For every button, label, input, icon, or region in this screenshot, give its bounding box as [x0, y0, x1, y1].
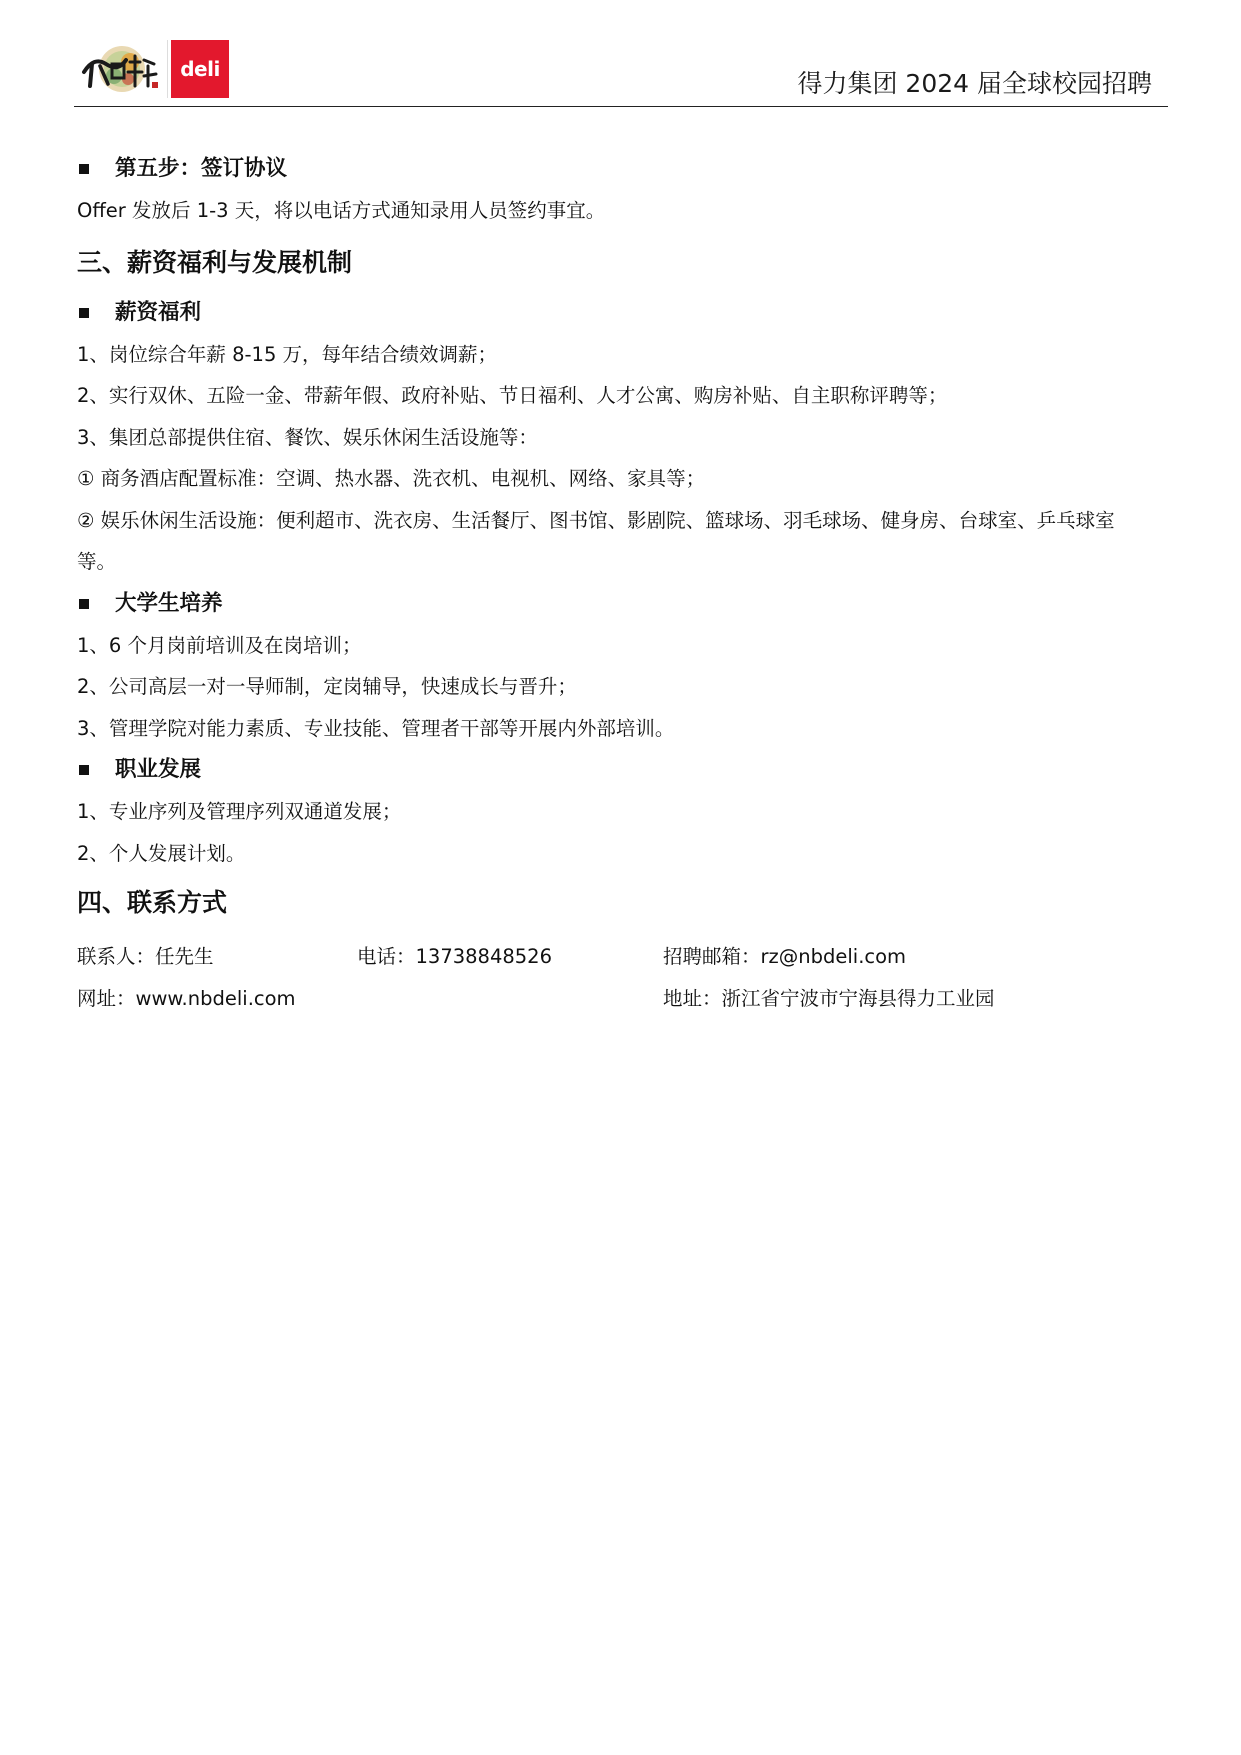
training-item-2: 2、公司高层一对一导师制，定岗辅导，快速成长与晋升；: [77, 675, 577, 698]
step5-heading: [77, 148, 1167, 190]
deli-logo: [168, 40, 229, 98]
bullet-square-icon: [79, 164, 89, 174]
career-heading-text: 职业发展: [115, 757, 202, 782]
contact-email: 招聘邮箱：rz@nbdeli.com: [663, 945, 907, 968]
contact-row-2: [77, 978, 1167, 1020]
contact-website: 网址：www.nbdeli.com: [77, 987, 296, 1010]
salary-item-5: ② 娱乐休闲生活设施：便利超市、洗衣房、生活餐厅、图书馆、影剧院、篮球场、羽毛球场、健身房、台球室、乒乓球室等。: [77, 508, 1115, 573]
salary-item-3: 3、集团总部提供住宿、餐饮、娱乐休闲生活设施等：: [77, 425, 538, 449]
bullet-square-icon: [79, 308, 89, 318]
contact-address: 地址：浙江省宁波市宁海县得力工业园: [663, 987, 995, 1010]
career-item-2: 2、个人发展计划。: [77, 841, 246, 865]
deli-logo-text: deli: [180, 57, 220, 81]
header-title: 得力集团 2024 届全球校园招聘: [797, 69, 1152, 98]
bullet-square-icon: [79, 765, 89, 775]
section4-title: 四、联系方式: [77, 888, 228, 917]
training-heading: [77, 583, 1167, 625]
bullet-square-icon: [79, 599, 89, 609]
salary-item-1: 1、岗位综合年薪 8-15 万，每年结合绩效调薪；: [77, 342, 498, 366]
page-header: [74, 38, 1168, 107]
training-item-1: 1、6 个月岗前培训及在岗培训；: [77, 633, 362, 657]
section3-title: 三、薪资福利与发展机制: [77, 247, 353, 277]
career-item-1: 1、专业序列及管理序列双通道发展；: [77, 800, 402, 823]
salary-item-2: 2、实行双休、五险一金、带薪年假、政府补贴、节日福利、人才公寓、购房补贴、自主职称评聘等；: [77, 384, 948, 407]
salary-item-4: ① 商务酒店配置标准：空调、热水器、洗衣机、电视机、网络、家具等；: [77, 467, 706, 490]
contact-phone: 电话：13738848526: [357, 945, 552, 968]
training-heading-text: 大学生培养: [115, 590, 223, 616]
contact-row-1: [77, 936, 1167, 978]
step5-text: Offer 发放后 1-3 天，将以电话方式通知录用人员签约事宜。: [77, 199, 606, 222]
salary-heading-text: 薪资福利: [115, 299, 202, 325]
document-body: [77, 148, 1167, 1020]
step5-heading-text: 第五步：签订协议: [115, 156, 288, 181]
salary-heading: [77, 292, 1167, 334]
guopin-brand-logo: [78, 42, 160, 100]
career-heading: [77, 749, 1167, 791]
contact-person: 联系人：任先生: [77, 945, 214, 968]
training-item-3: 3、管理学院对能力素质、专业技能、管理者干部等开展内外部培训。: [77, 716, 675, 740]
